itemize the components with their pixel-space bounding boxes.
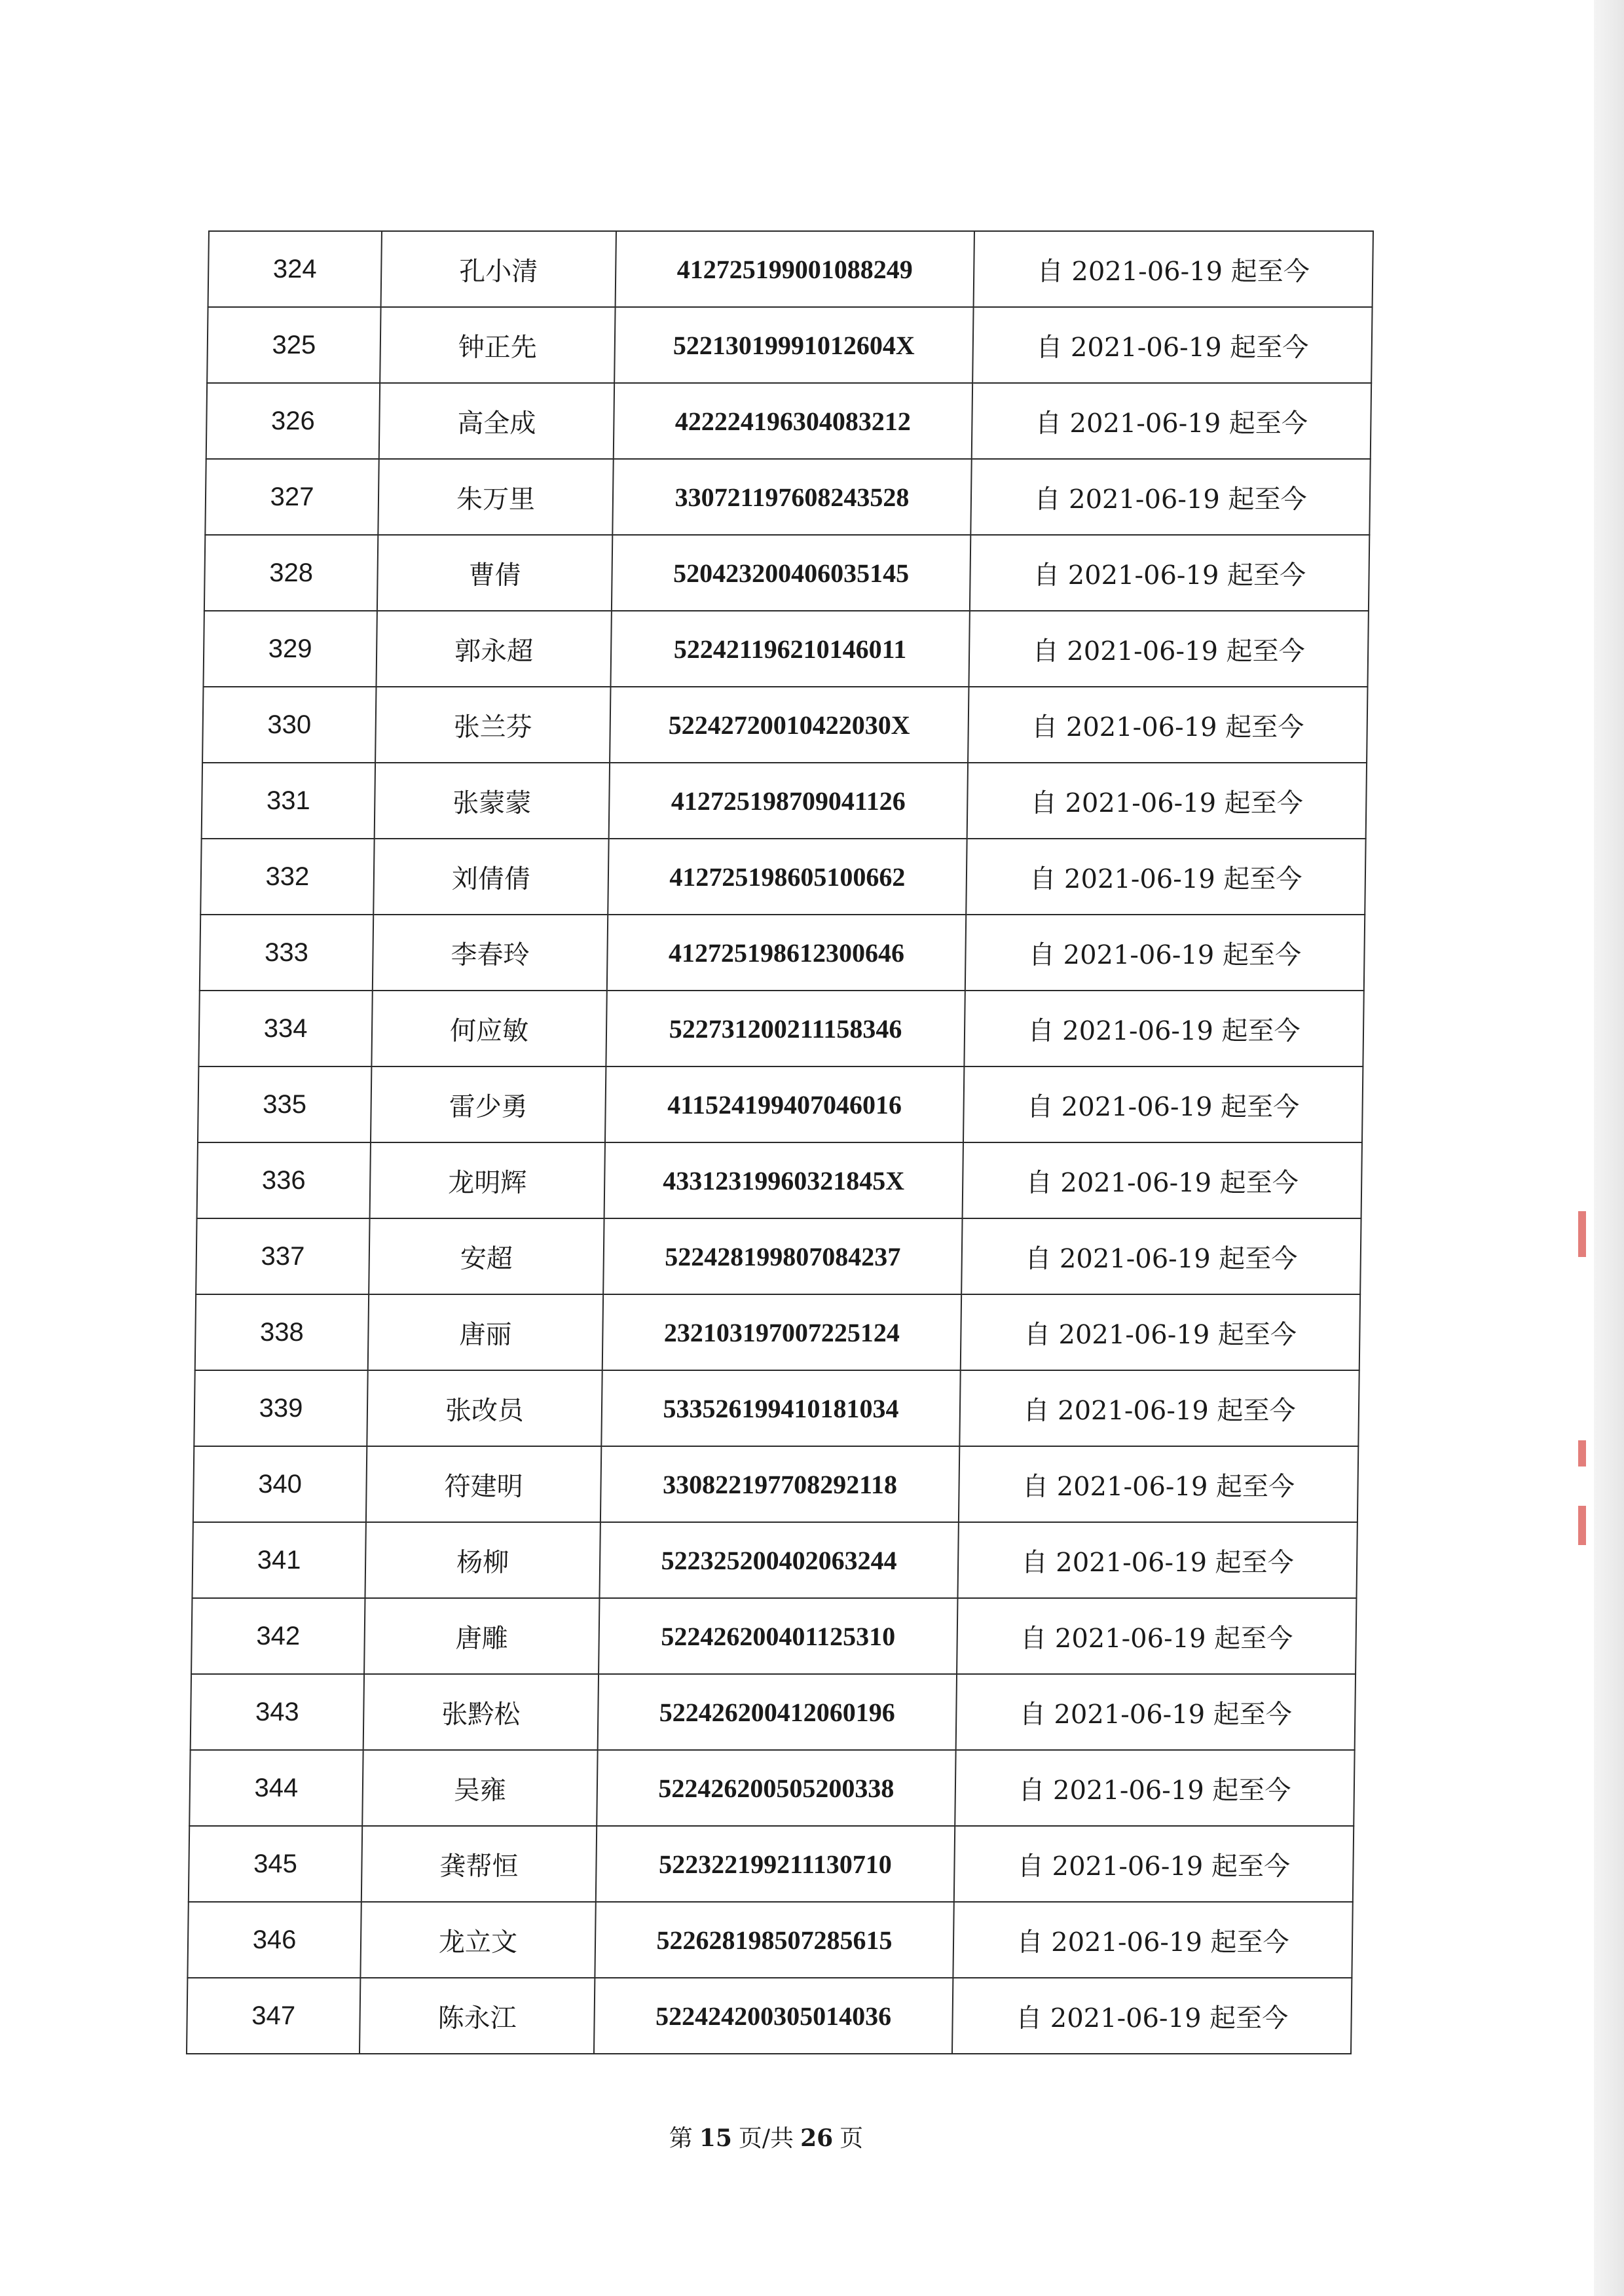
row-number: 336 (197, 1142, 371, 1218)
row-number: 339 (194, 1370, 367, 1446)
period-text: 自 2021-06-19 起至今 (965, 915, 1365, 991)
row-number: 344 (189, 1750, 363, 1826)
row-number: 329 (203, 611, 377, 687)
table-row (195, 1294, 1360, 1370)
period-text: 自 2021-06-19 起至今 (954, 1826, 1354, 1902)
person-name: 龚帮恒 (361, 1826, 597, 1902)
table-row (200, 839, 1365, 915)
person-name: 高全成 (379, 383, 614, 459)
roster-table (186, 230, 1374, 2054)
period-text: 自 2021-06-19 起至今 (967, 763, 1367, 839)
table-row (204, 535, 1369, 611)
footer-prefix: 第 (669, 2125, 693, 2152)
period-text: 自 2021-06-19 起至今 (970, 459, 1370, 535)
id-number: 522421196210146011 (610, 611, 969, 687)
period-text: 自 2021-06-19 起至今 (957, 1522, 1357, 1598)
period-text: 自 2021-06-19 起至今 (957, 1598, 1356, 1674)
table-row (193, 1446, 1358, 1522)
row-number: 332 (200, 839, 374, 915)
id-number: 412725199001088249 (616, 231, 974, 307)
table-row (206, 383, 1371, 459)
row-number: 331 (202, 763, 375, 839)
table-row (207, 307, 1372, 383)
period-text: 自 2021-06-19 起至今 (972, 383, 1371, 459)
id-number: 411524199407046016 (605, 1066, 964, 1142)
person-name: 张兰芬 (375, 687, 610, 763)
row-number: 326 (206, 383, 380, 459)
person-name: 吴雍 (362, 1750, 597, 1826)
id-number: 412725198612300646 (607, 915, 966, 991)
person-name: 钟正先 (380, 307, 615, 383)
page-edge (1594, 0, 1624, 2296)
person-name: 雷少勇 (371, 1066, 606, 1142)
row-number: 343 (191, 1674, 364, 1750)
id-number: 522426200505200338 (597, 1750, 955, 1826)
seal-mark-3 (1578, 1506, 1586, 1545)
person-name: 龙明辉 (370, 1142, 605, 1218)
person-name: 孔小清 (381, 231, 616, 307)
row-number: 337 (196, 1218, 369, 1294)
table-row (205, 459, 1370, 535)
id-number: 522424200305014036 (594, 1978, 953, 2054)
seal-mark-2 (1578, 1440, 1586, 1467)
person-name: 朱万里 (378, 459, 613, 535)
table-row (189, 1826, 1354, 1902)
row-number: 342 (191, 1598, 365, 1674)
row-number: 334 (198, 991, 372, 1066)
id-number: 522628198507285615 (595, 1902, 953, 1978)
row-number: 346 (187, 1902, 361, 1978)
period-text: 自 2021-06-19 起至今 (963, 1066, 1363, 1142)
person-name: 唐丽 (368, 1294, 603, 1370)
row-number: 333 (200, 915, 373, 991)
person-name: 郭永超 (376, 611, 611, 687)
id-number: 522426200401125310 (599, 1598, 957, 1674)
person-name: 张黔松 (363, 1674, 599, 1750)
person-name: 符建明 (366, 1446, 601, 1522)
person-name: 张蒙蒙 (375, 763, 610, 839)
seal-mark-1 (1578, 1211, 1586, 1257)
table-row (198, 991, 1363, 1066)
id-number: 330822197708292118 (600, 1446, 959, 1522)
table-row (208, 231, 1373, 307)
row-number: 324 (208, 231, 382, 307)
id-number: 522325200402063244 (599, 1522, 958, 1598)
person-name: 安超 (369, 1218, 604, 1294)
period-text: 自 2021-06-19 起至今 (969, 611, 1368, 687)
table-row (198, 1066, 1363, 1142)
id-number: 522428199807084237 (603, 1218, 962, 1294)
table-row (203, 611, 1368, 687)
period-text: 自 2021-06-19 起至今 (972, 307, 1372, 383)
table-row (192, 1522, 1357, 1598)
footer-suffix: 页 (840, 2125, 864, 2152)
table-row (191, 1674, 1356, 1750)
period-text: 自 2021-06-19 起至今 (970, 535, 1369, 611)
row-number: 345 (189, 1826, 362, 1902)
period-text: 自 2021-06-19 起至今 (974, 231, 1373, 307)
id-number: 422224196304083212 (614, 383, 972, 459)
period-text: 自 2021-06-19 起至今 (968, 687, 1367, 763)
table-row (189, 1750, 1354, 1826)
period-text: 自 2021-06-19 起至今 (961, 1294, 1360, 1370)
person-name: 李春玲 (373, 915, 608, 991)
row-number: 347 (187, 1978, 360, 2054)
period-text: 自 2021-06-19 起至今 (961, 1218, 1361, 1294)
period-text: 自 2021-06-19 起至今 (956, 1674, 1356, 1750)
id-number: 330721197608243528 (612, 459, 971, 535)
period-text: 自 2021-06-19 起至今 (952, 1978, 1352, 2054)
period-text: 自 2021-06-19 起至今 (964, 991, 1363, 1066)
table-row (202, 763, 1367, 839)
row-number: 330 (202, 687, 376, 763)
table-row (196, 1218, 1361, 1294)
id-number: 533526199410181034 (601, 1370, 960, 1446)
row-number: 341 (192, 1522, 365, 1598)
id-number: 232103197007225124 (602, 1294, 961, 1370)
id-number: 52213019991012604X (614, 307, 973, 383)
table-row (202, 687, 1367, 763)
id-number: 520423200406035145 (612, 535, 970, 611)
id-number: 412725198605100662 (608, 839, 967, 915)
person-name: 刘倩倩 (373, 839, 608, 915)
person-name: 何应敏 (371, 991, 606, 1066)
row-number: 328 (204, 535, 378, 611)
footer-total-pages: 26 (800, 2124, 834, 2152)
id-number: 412725198709041126 (609, 763, 968, 839)
row-number: 327 (205, 459, 378, 535)
person-name: 龙立文 (360, 1902, 595, 1978)
roster-table-body (187, 231, 1373, 2054)
footer-page-number: 15 (699, 2124, 732, 2152)
page-footer (0, 2120, 1532, 2153)
footer-middle: 页/共 (738, 2125, 794, 2152)
person-name: 唐雕 (364, 1598, 599, 1674)
table-row (197, 1142, 1362, 1218)
id-number: 522426200412060196 (598, 1674, 957, 1750)
row-number: 325 (207, 307, 380, 383)
id-number: 522731200211158346 (606, 991, 965, 1066)
period-text: 自 2021-06-19 起至今 (966, 839, 1365, 915)
row-number: 335 (198, 1066, 371, 1142)
period-text: 自 2021-06-19 起至今 (959, 1446, 1358, 1522)
table-row (200, 915, 1365, 991)
table-row (194, 1370, 1359, 1446)
id-number: 522322199211130710 (596, 1826, 955, 1902)
person-name: 杨柳 (365, 1522, 600, 1598)
person-name: 陈永江 (360, 1978, 595, 2054)
id-number: 43312319960321845X (604, 1142, 963, 1218)
table-row (187, 1902, 1352, 1978)
row-number: 340 (193, 1446, 367, 1522)
period-text: 自 2021-06-19 起至今 (963, 1142, 1362, 1218)
period-text: 自 2021-06-19 起至今 (959, 1370, 1359, 1446)
person-name: 张改员 (367, 1370, 602, 1446)
period-text: 自 2021-06-19 起至今 (953, 1902, 1352, 1978)
id-number: 52242720010422030X (610, 687, 969, 763)
person-name: 曹倩 (377, 535, 612, 611)
period-text: 自 2021-06-19 起至今 (955, 1750, 1354, 1826)
table-row (187, 1978, 1352, 2054)
row-number: 338 (195, 1294, 369, 1370)
table-row (191, 1598, 1356, 1674)
